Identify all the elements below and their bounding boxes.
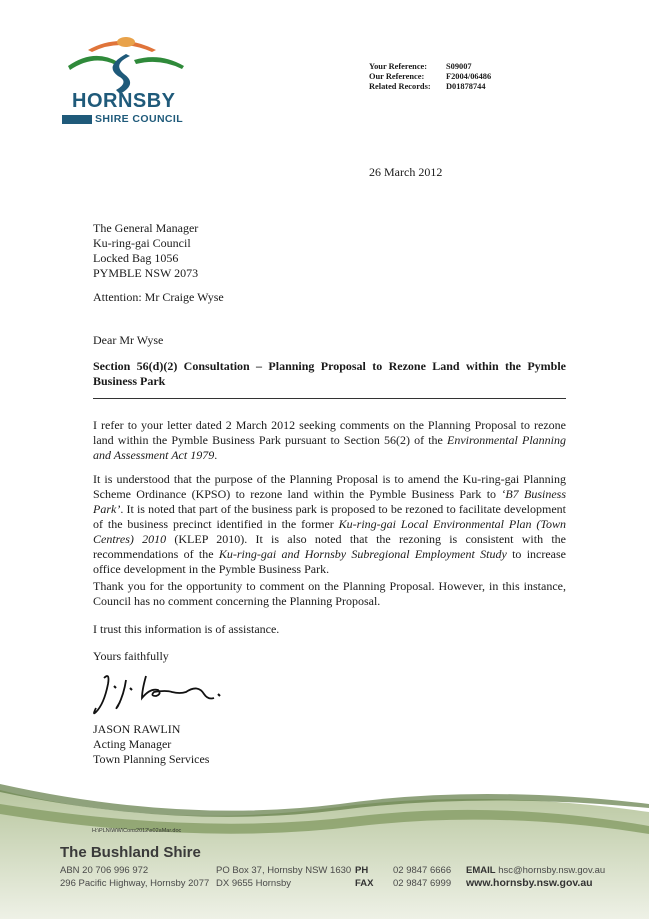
footer-fax-row [355, 877, 451, 890]
zone-name: ‘B7 Business Park’ [93, 487, 566, 516]
reference-row [369, 62, 491, 72]
recipient-address [93, 221, 198, 281]
address-line: PYMBLE NSW 2073 [93, 266, 199, 280]
logo-wordmark: HORNSBY [72, 90, 176, 112]
fax-number: 02 9847 6999 [393, 878, 452, 889]
logo-bar [62, 115, 92, 124]
reference-block [369, 62, 491, 92]
address-line: Locked Bag 1056 [93, 251, 179, 265]
subject-divider [93, 398, 566, 399]
footer-postal [216, 864, 351, 890]
subject-heading: Section 56(d)(2) Consultation – Planning Proposal to Rezone Land within the Pymble Business Park [93, 359, 566, 388]
text-run: . [214, 448, 218, 462]
signer-title: Acting Manager [93, 737, 172, 751]
footer-web [466, 864, 605, 890]
fax-label: FAX [355, 878, 374, 889]
logo-hill-right [134, 57, 184, 69]
phone-label: PH [355, 865, 369, 876]
website-link[interactable]: www.hornsby.nsw.gov.au [466, 877, 593, 889]
phone-number: 02 9847 6666 [393, 865, 452, 876]
body-paragraph [93, 418, 566, 463]
footer-dx: DX 9655 Hornsby [216, 878, 291, 889]
footer-tagline: The Bushland Shire [60, 844, 201, 861]
logo-subtitle: SHIRE COUNCIL [95, 113, 184, 125]
footer-abn-address [60, 864, 209, 890]
text-run: . It is noted that part of the business park is proposed to be rezoned to facilitate development of the business precinct identified in the former [93, 502, 566, 531]
study-title: Ku-ring-gai and Hornsby Subregional Employment Study [218, 547, 507, 561]
reference-label: Related Records: [369, 82, 431, 91]
signer-department: Town Planning Services [93, 752, 210, 766]
reference-row [369, 82, 491, 92]
signature-block [93, 722, 209, 767]
text-run: I refer to your letter dated 2 March 2012 seeking comments on the Planning Proposal to rezone land within the Pymble Business Park pursuant to Section 56(2) of the [93, 418, 566, 447]
email-address[interactable]: hsc@hornsby.nsw.gov.au [498, 865, 606, 876]
handwritten-signature [90, 668, 230, 720]
text-run: to increase office development in the Pymble Business Park. [93, 547, 567, 576]
plan-title: Ku-ring-gai Local Environmental Plan (Town Centres) 2010 [93, 517, 566, 546]
reference-row [369, 72, 491, 82]
signer-name: JASON RAWLIN [93, 722, 181, 736]
letter-date: 26 March 2012 [369, 165, 443, 179]
footer-email-row [466, 864, 605, 877]
footer-phone [355, 864, 451, 890]
footer-street: 296 Pacific Highway, Hornsby 2077 [60, 878, 210, 889]
text-run: (KLEP 2010). It is also noted that the rezoning is consistent with the recommendations of the [93, 532, 566, 561]
reference-value: F2004/06486 [446, 72, 492, 81]
footer-abn: ABN 20 706 996 972 [60, 865, 149, 876]
closing: Yours faithfully [93, 649, 169, 663]
footer-po-box: PO Box 37, Hornsby NSW 1630 [216, 865, 352, 876]
act-title: Environmental Planning and Assessment Act 1979 [93, 433, 566, 462]
file-path: H:\PLN\WW\Cons2012\s02aMar.doc [92, 828, 182, 834]
reference-value: S09007 [446, 62, 472, 71]
reference-label: Your Reference: [369, 62, 428, 71]
reference-value: D01878744 [446, 82, 486, 91]
text-run: It is understood that the purpose of the Planning Proposal is to amend the Ku-ring-gai Planning Scheme Ordinance (KPSO) to rezone land within the Pymble Business Park to [93, 472, 566, 501]
footer-phone-row [355, 864, 451, 877]
salutation: Dear Mr Wyse [93, 333, 164, 347]
address-line: Ku-ring-gai Council [93, 236, 191, 250]
attention-line: Attention: Mr Craige Wyse [93, 290, 224, 304]
body-paragraph [93, 472, 566, 577]
logo-hill-left [68, 56, 118, 70]
email-label: EMAIL [466, 865, 496, 876]
reference-label: Our Reference: [369, 72, 425, 81]
address-line: The General Manager [93, 221, 199, 235]
body-paragraph: Thank you for the opportunity to comment on the Planning Proposal. However, in this instance, Council has no comment concerning the Planning Proposal. [93, 579, 566, 608]
body-paragraph: I trust this information is of assistance. [93, 622, 280, 636]
logo-sun [117, 37, 135, 47]
logo-river-s [113, 54, 131, 94]
